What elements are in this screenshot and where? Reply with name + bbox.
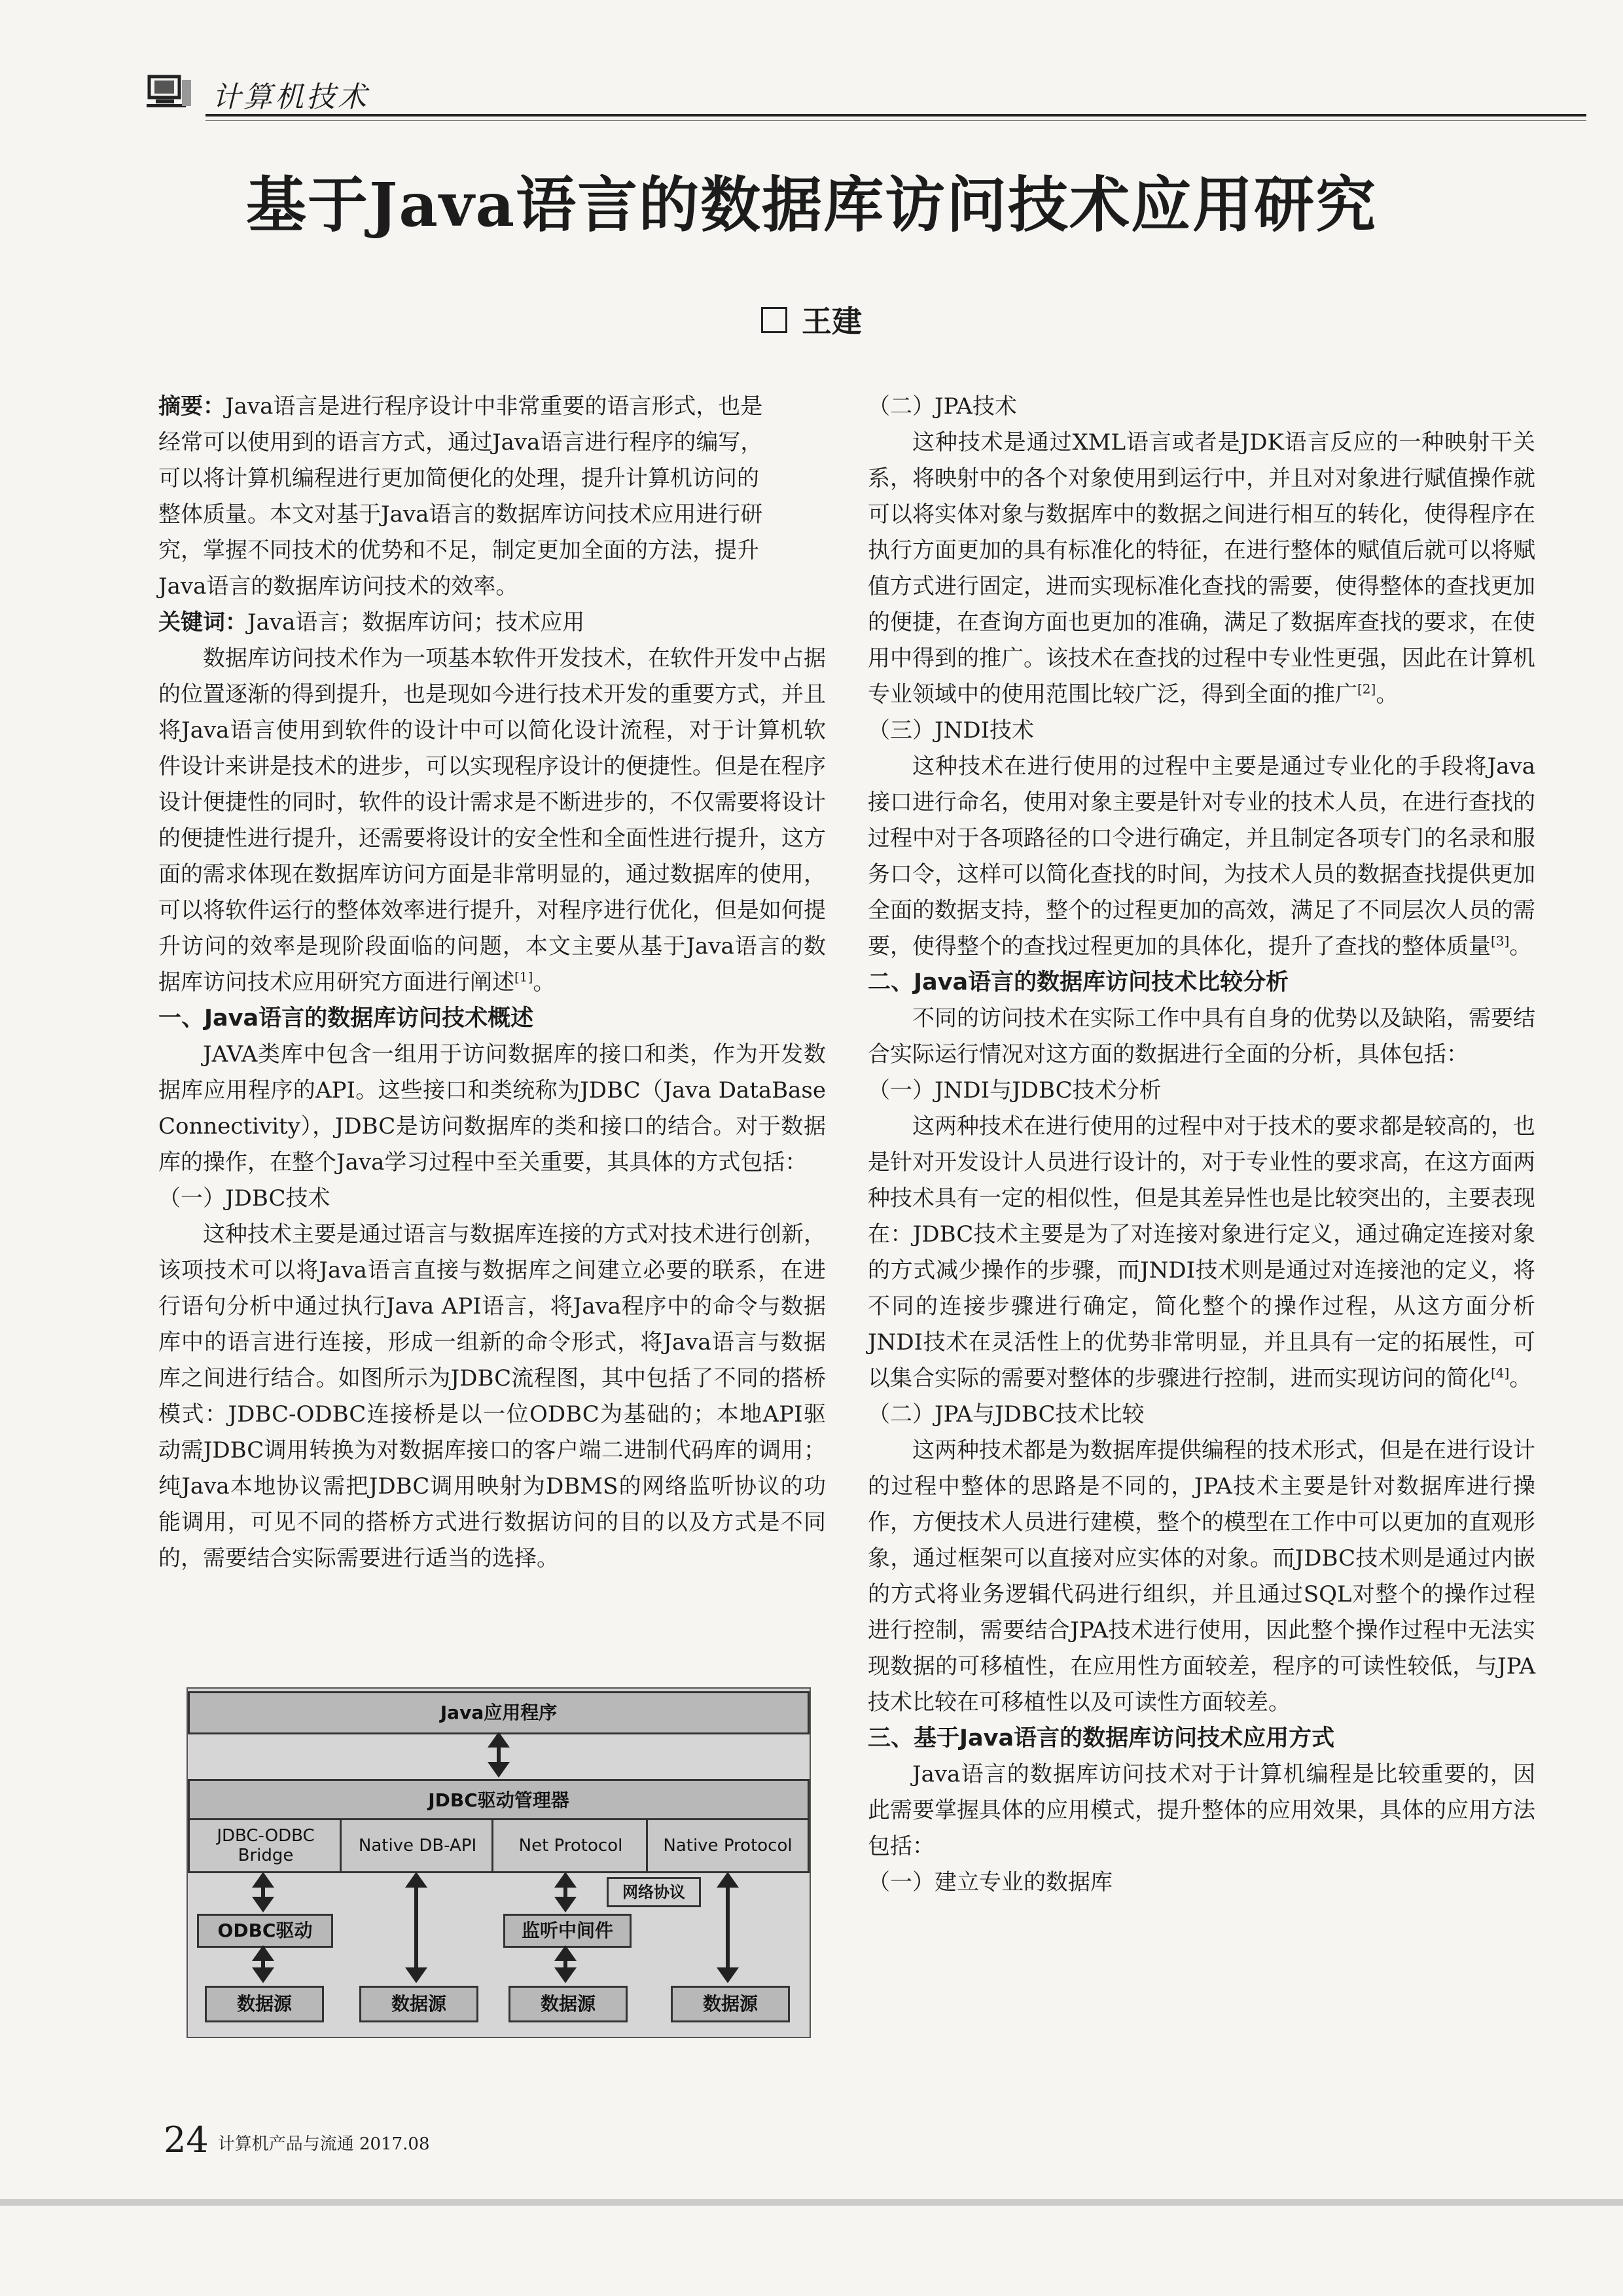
compare-1-text: 这两种技术在进行使用的过程中对于技术的要求都是较高的，也是针对开发设计人员进行设计的，对于专业性的要求高，在这方面两种技术具有一定的相似性，但是其差异性也是比较突出的，主要表现在：JDBC技术主要是为了对连接对象进行定义，通过确定连接对象的方式减少操作的步骤，而JNDI技术则是通过对连接池的定义，将不同的连接步骤进行确定，简化整个的操作过程，从这方面分析JNDI技术在灵活性上的优势非常明显，并且具有一定的拓展性，可以集合实际的需要对整体的步骤进行控制，进而实现访问的简化 <box>868 1113 1535 1391</box>
header-rule <box>205 114 1586 117</box>
intro-text: 数据库访问技术作为一项基本软件开发技术，在软件开发中占据的位置逐渐的得到提升，也是现如今进行技术开发的重要方式，并且将Java语言使用到软件的设计中可以简化设计流程，对于计算机软件设计来讲是技术的进步，可以实现程序设计的便捷性。但是在程序设计便捷性的同时，软件的设计需求是不断进步的，不仅需要将设计的便捷性进行提升，还需要将设计的安全性和全面性进行提升，这方面的需求体现在数据库访问方面是非常明显的，通过数据库的使用，可以将软件运行的整体效率进行提升，对程序进行优化，但是如何提升访问的效率是现阶段面临的问题，本文主要从基于Java语言的数据库访问技术应用研究方面进行阐述 <box>158 645 826 996</box>
network-protocol-label: 网络协议 <box>607 1877 701 1907</box>
arrow-odbc-source <box>261 1948 265 1981</box>
subheading-jpa-jdbc: （二）JPA与JDBC技术比较 <box>868 1401 1145 1427</box>
abstract-line: 究，掌握不同技术的优势和不足，制定更加全面的方法，提升 <box>158 537 759 564</box>
native-protocol-cell: Native Protocol <box>646 1818 810 1873</box>
page-footer <box>164 2119 430 2161</box>
abstract <box>158 389 826 605</box>
article-title: 基于Java语言的数据库访问技术应用研究 <box>245 170 1378 240</box>
jpa-period: 。 <box>1376 681 1399 708</box>
arrow-net-middleware <box>563 1874 567 1910</box>
journal-name: 计算机产品与流通 2017.08 <box>217 2134 430 2154</box>
net-protocol-cell: Net Protocol <box>491 1818 650 1873</box>
left-column <box>158 389 826 1577</box>
odbc-driver-box: ODBC驱动 <box>197 1914 333 1948</box>
subheading-database: （一）建立专业的数据库 <box>868 1869 1113 1895</box>
native-db-api-cell: Native DB-API <box>340 1818 495 1873</box>
subheading-jndi: （三）JNDI技术 <box>868 717 1035 744</box>
ref-4: [4] <box>1491 1365 1510 1381</box>
section-2-heading: 二、Java语言的数据库访问技术比较分析 <box>868 969 1289 996</box>
abstract-line: 经常可以使用到的语言方式，通过Java语言进行程序的编写， <box>158 429 763 456</box>
running-header <box>147 72 1586 118</box>
header-rule-thin <box>205 120 1586 121</box>
java-app-box: Java应用程序 <box>188 1691 810 1734</box>
scan-artifact <box>0 2199 1623 2206</box>
jndi-period: 。 <box>1509 933 1532 960</box>
driver-manager-box: JDBC驱动管理器 <box>188 1779 810 1822</box>
keywords <box>158 605 826 641</box>
ref-2: [2] <box>1357 681 1376 697</box>
keywords-label: 关键词： <box>158 609 247 636</box>
ref-3: [3] <box>1491 933 1510 949</box>
section-3-heading: 三、基于Java语言的数据库访问技术应用方式 <box>868 1725 1335 1751</box>
keywords-text: Java语言；数据库访问；技术应用 <box>247 609 585 636</box>
abstract-line: 可以将计算机编程进行更加简便化的处理，提升计算机访问的 <box>158 465 759 492</box>
arrow-app-manager <box>497 1734 501 1775</box>
data-source-box: 数据源 <box>508 1986 628 2022</box>
abstract-line: Java语言是进行程序设计中非常重要的语言形式，也是 <box>225 393 763 420</box>
arrow-api-source <box>414 1874 418 1981</box>
jdbc-paragraph: 这种技术主要是通过语言与数据库连接的方式对技术进行创新，该项技术可以将Java语言直接与数据库之间建立必要的联系，在进行语句分析中通过执行Java API语言，将Java程序中的命令与数据库中的语言进行连接，形成一组新的命令形式，将Java语言与数据库之间进行结合。如图所示为JDBC流程图，其中包括了不同的搭桥模式：JDBC-ODBC连接桥是以一位ODBC为基础的；本地API驱动需JDBC调用转换为对数据库接口的客户端二进制代码库的调用；纯Java本地协议需把JDBC调用映射为DBMS的网络监听协议的功能调用，可见不同的搭桥方式进行数据访问的目的以及方式是不同的，需要结合实际需要进行适当的选择。 <box>158 1221 826 1571</box>
computer-icon <box>147 75 192 109</box>
abstract-line: 整体质量。本文对基于Java语言的数据库访问技术应用进行研 <box>158 501 763 528</box>
section-3-paragraph: Java语言的数据库访问技术对于计算机编程是比较重要的，因此需要掌握具体的应用模式，提升整体的应用效果，具体的应用方法包括： <box>868 1761 1535 1859</box>
bridge-cell: JDBC-ODBC Bridge <box>188 1818 344 1873</box>
section-1-paragraph: JAVA类库中包含一组用于访问数据库的接口和类，作为开发数据库应用程序的API。这些接口和类统称为JDBC（Java DataBase Connectivity），JDBC是访问数据库的类和接口的结合。对于数据库的操作，在整个Java学习过程中至关重要，其具体的方式包括： <box>158 1041 826 1175</box>
data-source-box: 数据源 <box>205 1986 324 2022</box>
jpa-paragraph <box>868 425 1535 713</box>
page-number: 24 <box>164 2119 209 2161</box>
middleware-box: 监听中间件 <box>503 1914 632 1948</box>
jdbc-flow-diagram <box>187 1687 811 2038</box>
data-source-box: 数据源 <box>359 1986 478 2022</box>
author-line <box>0 298 1623 341</box>
arrow-protocol-source <box>726 1874 730 1981</box>
author-name: 王建 <box>802 304 862 339</box>
subheading-jdbc: （一）JDBC技术 <box>158 1185 330 1211</box>
abstract-label: 摘要： <box>158 393 225 420</box>
compare-1-period: 。 <box>1509 1365 1532 1391</box>
jndi-text: 这种技术在进行使用的过程中主要是通过专业化的手段将Java接口进行命名，使用对象主要是针对专业的技术人员，在进行查找的过程中对于各项路径的口令进行确定，并且制定各项专门的名录和服务口令，这样可以简化查找的时间，为技术人员的数据查找提供更加全面的数据支持，整个的过程更加的高效，满足了不同层次人员的需要，使得整个的查找过程更加的具体化，提升了查找的整体质量 <box>868 753 1535 960</box>
compare-2-paragraph: 这两种技术都是为数据库提供编程的技术形式，但是在进行设计的过程中整体的思路是不同的，JPA技术主要是针对数据库进行操作，方便技术人员进行建模，整个的模型在工作中可以更加的直观形象，通过框架可以直接对应实体的对象。而JDBC技术则是通过内嵌的方式将业务逻辑代码进行组织，并且通过SQL对整个的操作过程进行控制，需要结合JPA技术进行使用，因此整个操作过程中无法实现数据的可移植性，在应用性方面较差，程序的可读性较低，与JPA技术比较在可移植性以及可读性方面较差。 <box>868 1437 1535 1715</box>
intro-period: 。 <box>533 969 556 996</box>
subheading-jpa: （二）JPA技术 <box>868 393 1017 420</box>
section-1-heading: 一、Java语言的数据库访问技术概述 <box>158 1005 534 1031</box>
arrow-middleware-source <box>563 1948 567 1981</box>
data-source-box: 数据源 <box>671 1986 790 2022</box>
abstract-line: Java语言的数据库访问技术的效率。 <box>158 573 518 600</box>
right-column <box>868 389 1535 1901</box>
compare-1-paragraph <box>868 1109 1535 1397</box>
subheading-jndi-jdbc: （一）JNDI与JDBC技术分析 <box>868 1077 1162 1103</box>
arrow-bridge-odbc <box>261 1874 265 1910</box>
section-2-paragraph: 不同的访问技术在实际工作中具有自身的优势以及缺陷，需要结合实际运行情况对这方面的数据进行全面的分析，具体包括： <box>868 1005 1535 1067</box>
ref-1: [1] <box>514 969 533 985</box>
section-label: 计算机技术 <box>212 81 369 114</box>
author-box-icon <box>761 307 787 333</box>
jpa-text: 这种技术是通过XML语言或者是JDK语言反应的一种映射干关系，将映射中的各个对象使用到运行中，并且对对象进行赋值操作就可以将实体对象与数据库中的数据之间进行相互的转化，使得程序在执行方面更加的具有标准化的特征，在进行整体的赋值后就可以将赋值方式进行固定，进而实现标准化查找的需要，使得整体的查找更加的便捷，在查询方面也更加的准确，满足了数据库查找的要求，在使用中得到的推广。该技术在查找的过程中专业性更强，因此在计算机专业领域中的使用范围比较广泛，得到全面的推广 <box>868 429 1535 708</box>
intro-paragraph <box>158 641 826 1001</box>
jndi-paragraph <box>868 749 1535 965</box>
